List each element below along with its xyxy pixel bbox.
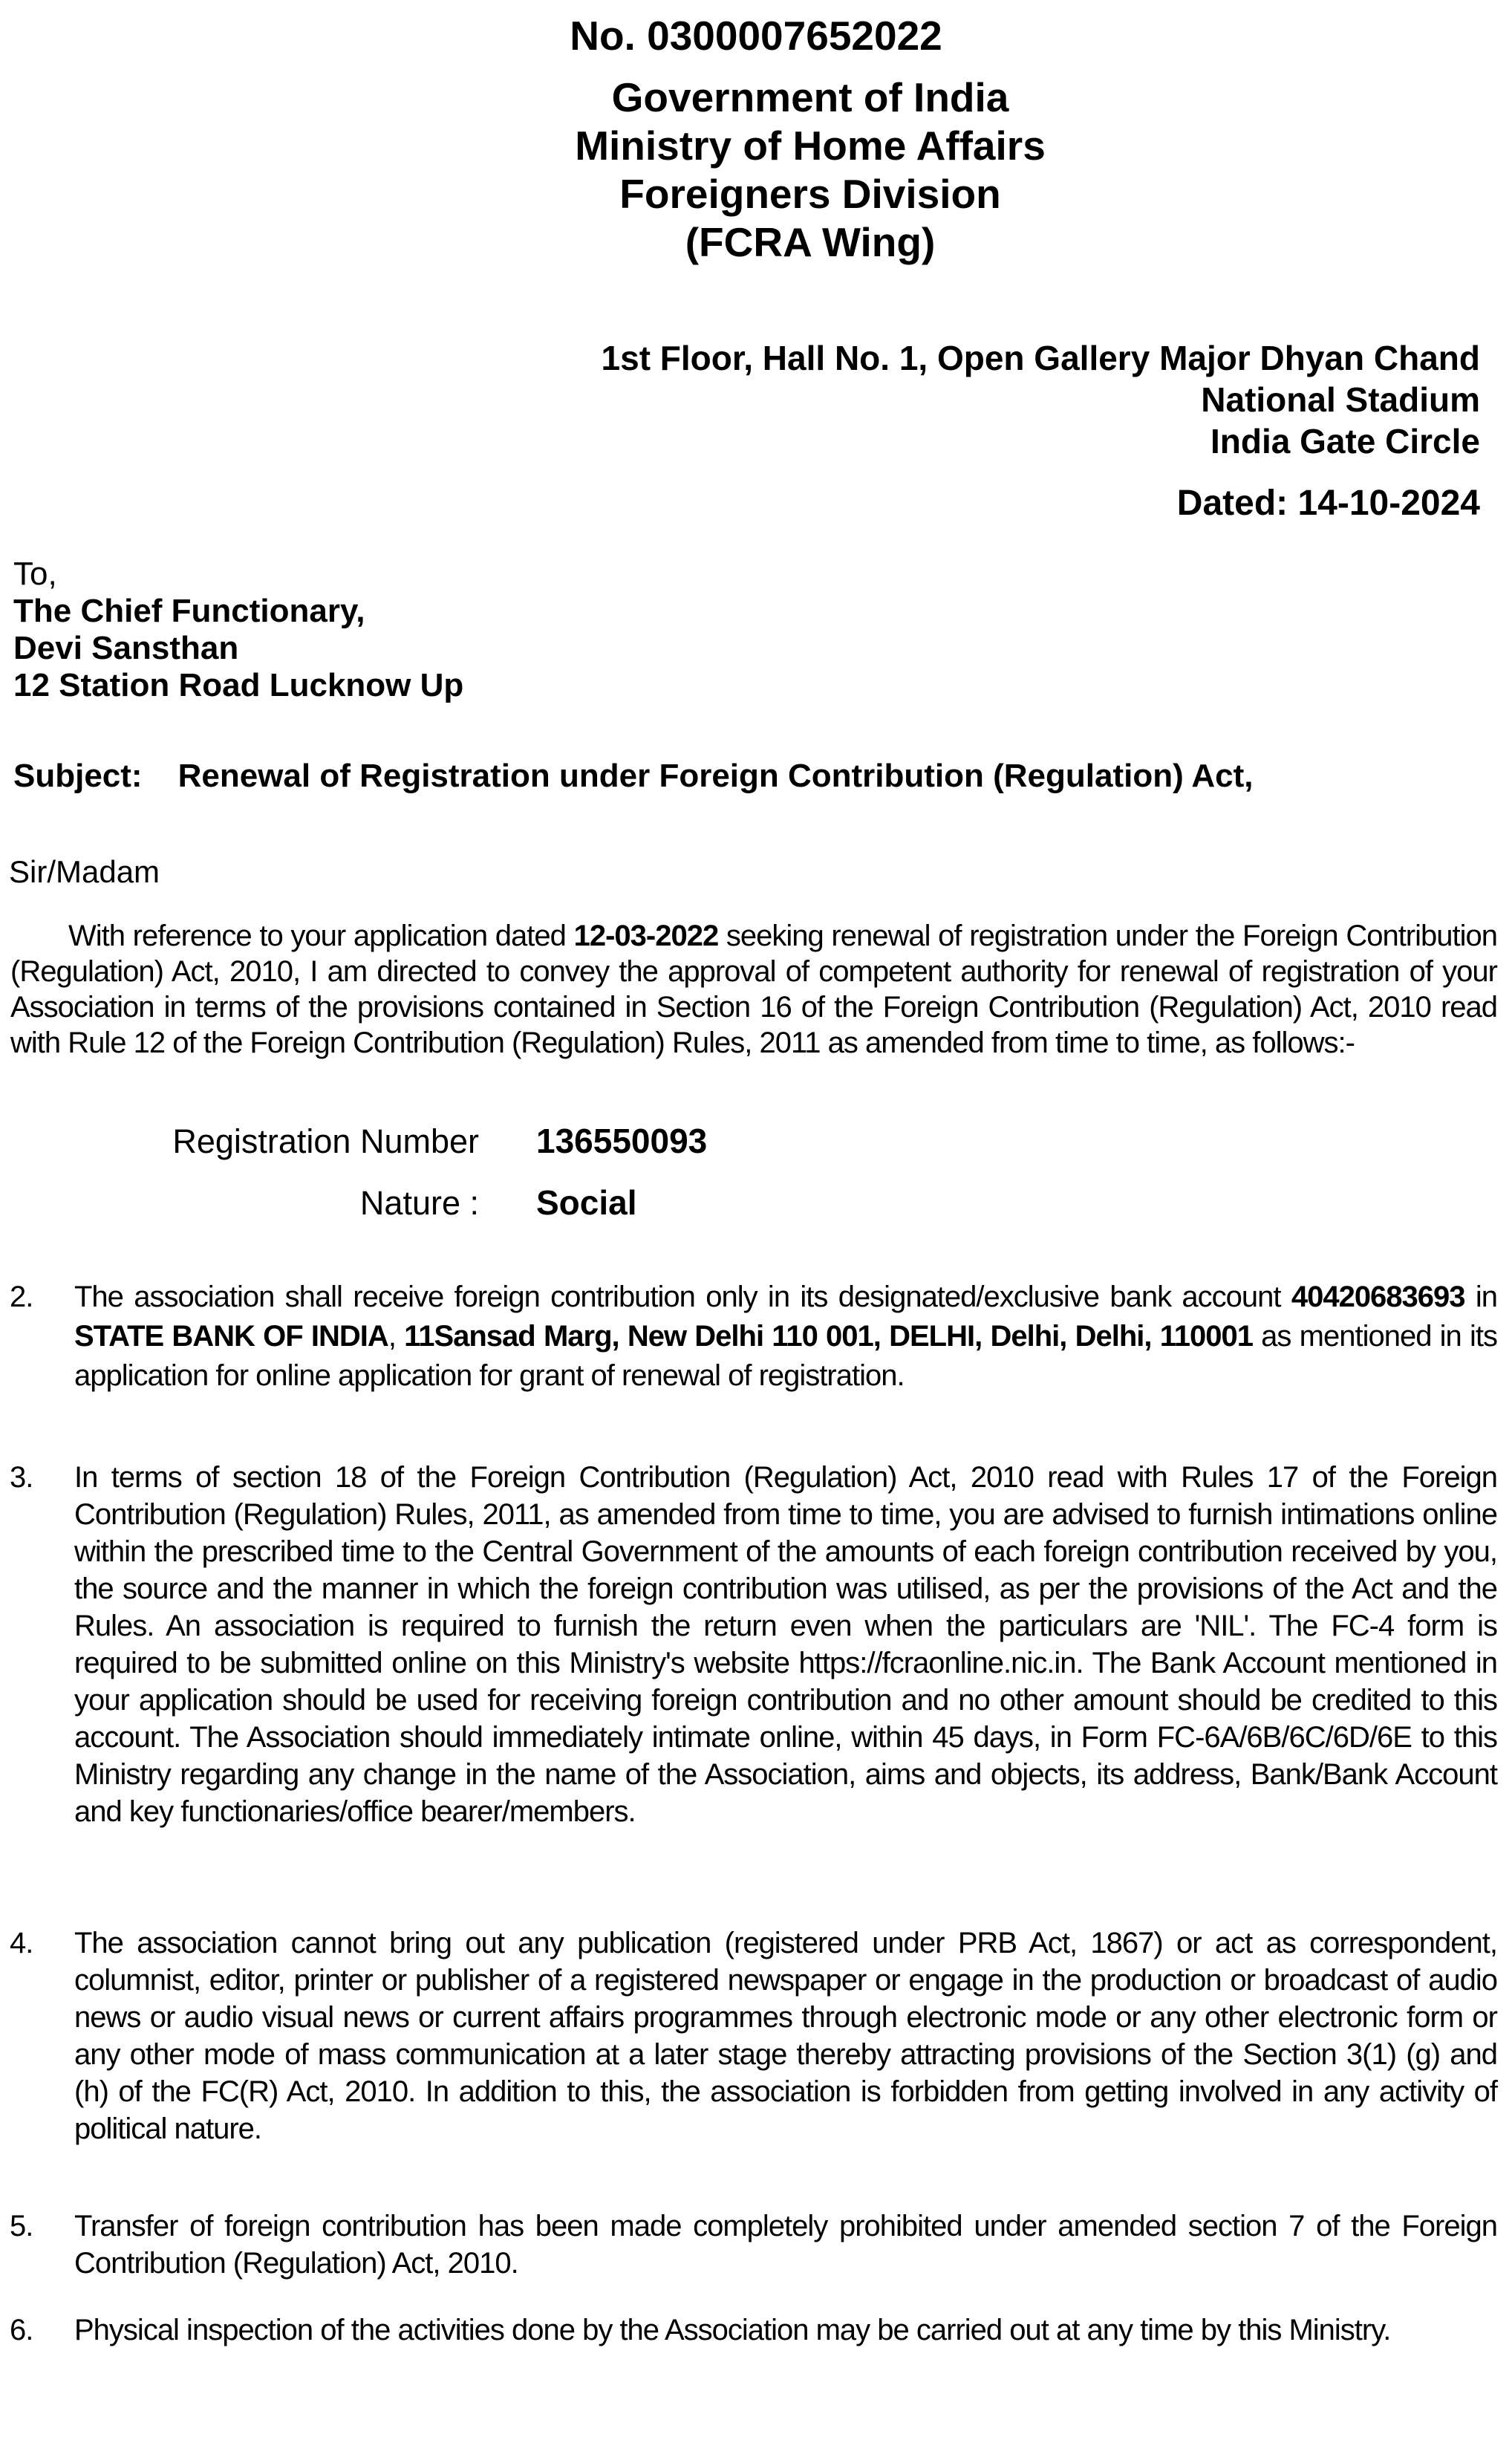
reference-number: No. 0300007652022 (570, 13, 942, 59)
nature-row (0, 1182, 1512, 1224)
nature-label: Nature : (359, 1184, 479, 1222)
intro-paragraph: With reference to your application dated 12-03-2022 seeking renewal of registration under the Foreign Contribution (Regulation) Act, 2010, I am directed to convey the approval of competent authority for renewal of registration of your Association in terms of the provisions contained in Section 16 of the Foreign Contribution (Regulation) Act, 2010 read with Rule 12 of the Foreign Contribution (Regulation) Rules, 2011 as amended from time to time, as follows:- (10, 920, 1498, 1059)
clause-3 (10, 1459, 1497, 1830)
clause-4-number: 4. (10, 1927, 33, 1959)
clause-2 (10, 1278, 1497, 1396)
office-address-line: National Stadium (1201, 380, 1480, 419)
subject-text: Renewal of Registration under Foreign Contribution (Regulation) Act, (177, 758, 1254, 794)
letterhead-line-ministry: Ministry of Home Affairs (575, 123, 1046, 169)
greeting: Sir/Madam (9, 854, 160, 889)
clause-5-number: 5. (10, 2210, 33, 2242)
letterhead (0, 74, 1512, 267)
clause-4 (10, 1925, 1497, 2147)
clause-3-text: In terms of section 18 of the Foreign Contribution (Regulation) Act, 2010 read with Rules 17 of the Foreign Contribution (Regulation) Rules, 2011, as amended from time to time, you are advised to furnish intimations online within the prescribed time to the Central Government of the amounts of each foreign contribution received by you, the source and the manner in which the foreign contribution was utilised, as per the provisions of the Act and the Rules. An association is required to furnish the return even when the particulars are 'NIL'. The FC-4 form is required to be submitted online on this Ministry's website https://fcraonline.nic.in. The Bank Account mentioned in your application should be used for receiving foreign contribution and no other amount should be credited to this account. The Association should immediately intimate online, within 45 days, in Form FC-6A/6B/6C/6D/6E to this Ministry regarding any change in the name of the Association, aims and objects, its address, Bank/Bank Account and key functionaries/office bearer/members. (74, 1461, 1497, 1828)
recipient-title: The Chief Functionary, (13, 593, 365, 629)
clause-5 (10, 2208, 1497, 2282)
recipient-organisation: Devi Sansthan (13, 630, 239, 666)
office-address-line: 1st Floor, Hall No. 1, Open Gallery Major Dhyan Chand (601, 339, 1480, 377)
letterhead-line-government: Government of India (611, 74, 1009, 120)
letterhead-line-division: Foreigners Division (619, 171, 1001, 217)
clause-6-text: Physical inspection of the activities done by the Association may be carried out at any time by this Ministry. (74, 2314, 1391, 2346)
clause-3-number: 3. (10, 1461, 33, 1494)
clause-4-text: The association cannot bring out any publication (registered under PRB Act, 1867) or act as correspondent, columnist, editor, printer or publisher of a registered newspaper or engage in the production or broadcast of audio news or audio visual news or current affairs programmes through electronic mode or any other electronic form or any other mode of mass communication at a later stage thereby attracting provisions of the Section 3(1) (g) and (h) of the FC(R) Act, 2010. In addition to this, the association is forbidden from getting involved in any activity of political nature. (74, 1927, 1497, 2145)
office-address (0, 337, 1512, 462)
clause-6 (10, 2312, 1497, 2349)
registration-number-row (0, 1120, 1512, 1162)
recipient-block (0, 556, 1512, 704)
registration-number-value: 136550093 (536, 1122, 708, 1160)
registration-number-label: Registration Number (172, 1122, 479, 1160)
subject-line (0, 758, 1512, 795)
clause-2-number: 2. (10, 1281, 33, 1313)
recipient-salutation: To, (13, 556, 57, 592)
nature-value: Social (536, 1183, 637, 1222)
office-address-line: India Gate Circle (1210, 422, 1480, 461)
recipient-address: 12 Station Road Lucknow Up (13, 667, 464, 703)
letterhead-line-wing: (FCRA Wing) (685, 219, 936, 265)
clause-5-text: Transfer of foreign contribution has been made completely prohibited under amended section 7 of the Foreign Contribution (Regulation) Act, 2010. (74, 2210, 1497, 2280)
clause-2-text: The association shall receive foreign contribution only in its designated/exclusive bank account 40420683693 in STATE BANK OF INDIA, 11Sansad Marg, New Delhi 110 001, DELHI, Delhi, Delhi, 110001 as mentioned in its application for online application for grant of renewal of registration. (74, 1281, 1498, 1392)
letter-date: Dated: 14-10-2024 (1176, 484, 1480, 523)
subject-label: Subject: (13, 758, 143, 794)
clause-6-number: 6. (10, 2314, 33, 2346)
